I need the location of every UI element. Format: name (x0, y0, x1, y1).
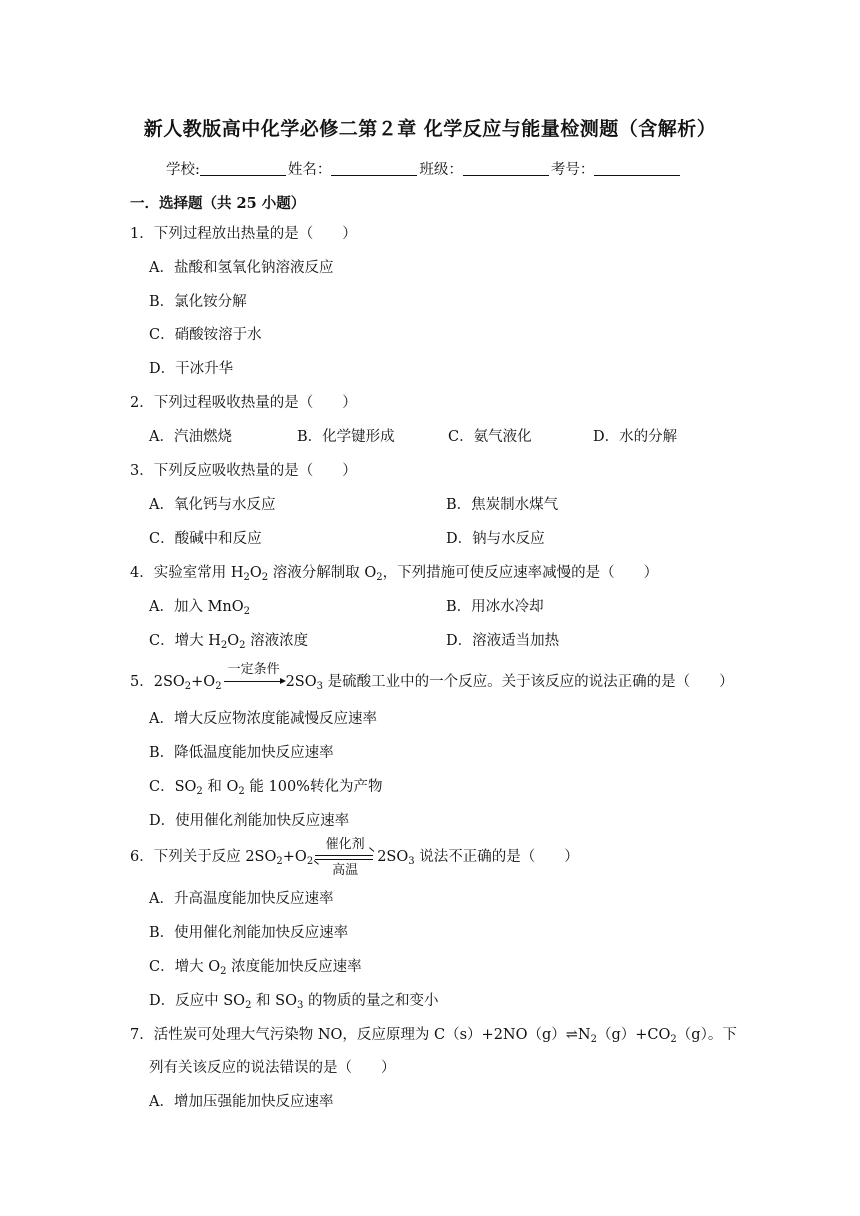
page-title: 新人教版高中化学必修二第２章 化学反应与能量检测题（含解析） (143, 118, 717, 140)
question-4-option-b: B．用冰水冷却 (446, 599, 544, 615)
class-label: 班级： (419, 162, 463, 178)
reaction-arrow-condition: 一定条件 (222, 672, 286, 692)
question-4-option-c: C．增大 $H_2O_2$ 溶液浓度 (149, 633, 309, 651)
question-3-option-b: B．焦炭制水煤气 (446, 497, 559, 513)
question-5-option-a: A．增大反应物浓度能减慢反应速率 (149, 711, 377, 727)
student-info-line (166, 158, 682, 179)
reversible-arrow-condition: 催化剂 高温 (313, 847, 377, 867)
question-2-stem: 2．下列过程吸收热量的是（ ） (130, 395, 357, 411)
name-label: 姓名： (287, 162, 332, 178)
question-1-stem: 1．下列过程放出热量的是（ ） (130, 226, 357, 242)
question-2-option-b: B．化学键形成 (297, 429, 395, 445)
question-1-option-c: C．硝酸铵溶于水 (149, 327, 262, 343)
question-5-stem: 5．$2SO_2+O_2$ 一定条件 $2SO_3$ 是硫酸工业中的一个反应。关于该反应的说法正确的是（ ） (130, 662, 734, 692)
class-blank[interactable] (463, 161, 549, 176)
question-5-option-c: C．$SO_2$ 和 $O_2$ 能 100%转化为产物 (149, 779, 383, 797)
question-5-option-b: B．降低温度能加快反应速率 (149, 745, 334, 761)
section-heading: 一．选择题（共 25 小题） (130, 195, 306, 212)
question-1-option-a: A．盐酸和氢氧化钠溶液反应 (149, 260, 334, 276)
question-5-option-d: D．使用催化剂能加快反应速率 (149, 813, 350, 829)
question-3-option-a: A．氧化钙与水反应 (149, 497, 276, 513)
question-6-option-a: A．升高温度能加快反应速率 (149, 891, 334, 907)
school-blank[interactable] (200, 161, 286, 176)
question-6-stem: 6．下列关于反应 $2SO_2+O_2$ 催化剂 高温 $2SO_3$ 说法不正确的是（ ） (130, 837, 579, 878)
question-7-stem-line-2: 列有关该反应的说法错误的是（ ） (149, 1060, 396, 1076)
question-1-option-d: D．干冰升华 (149, 361, 234, 377)
question-3-option-c: C．酸碱中和反应 (149, 531, 262, 547)
question-3-option-d: D．钠与水反应 (446, 531, 545, 547)
equilibrium-arrow-icon (315, 855, 373, 856)
number-label: 考号： (550, 162, 595, 178)
question-4-option-d: D．溶液适当加热 (446, 633, 560, 649)
question-1-option-b: B．氯化铵分解 (149, 294, 247, 310)
question-4-option-a: A．加入 MnO$_2$ (149, 599, 251, 617)
question-6-option-d: D．反应中 $SO_2$ 和 $SO_3$ 的物质的量之和变小 (149, 993, 439, 1011)
right-arrow-icon (224, 681, 282, 682)
name-blank[interactable] (331, 161, 417, 176)
question-4-stem: 4．实验室常用 $H_2O_2$ 溶液分解制取 $O_2$，下列措施可使反应速率减慢的是（ ） (130, 565, 659, 583)
question-2-option-d: D．水的分解 (593, 429, 678, 445)
question-2-option-c: C．氨气液化 (448, 429, 532, 445)
school-label: 学校: (166, 162, 200, 178)
question-6-option-c: C．增大 $O_2$ 浓度能加快反应速率 (149, 959, 362, 977)
question-7-option-a: A．增加压强能加快反应速率 (149, 1094, 334, 1110)
question-2-option-a: A．汽油燃烧 (149, 429, 232, 445)
question-6-option-b: B．使用催化剂能加快反应速率 (149, 925, 349, 941)
question-3-stem: 3．下列反应吸收热量的是（ ） (130, 463, 357, 479)
question-7-stem-line-1: 7．活性炭可处理大气污染物 NO，反应原理为 $C(s)+2NO(g)\rightleftharpoons N_2(g)+CO_2(g)$。下 (130, 1027, 737, 1045)
number-blank[interactable] (594, 161, 680, 176)
